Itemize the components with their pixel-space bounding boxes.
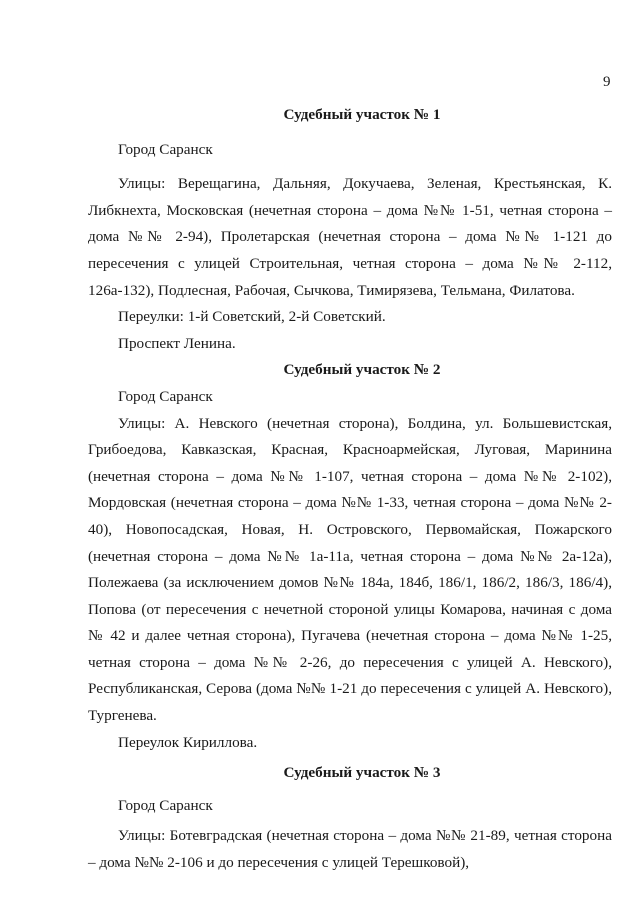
section-2-city: Город Саранск	[118, 387, 213, 405]
section-heading-3: Судебный участок № 3	[283, 764, 441, 782]
page-number: 9	[603, 74, 611, 90]
section-3-city: Город Саранск	[118, 796, 213, 814]
section-2-lane: Переулок Кириллова.	[118, 733, 258, 751]
document-body	[88, 102, 612, 877]
section-1-city: Город Саранск	[118, 140, 213, 158]
section-1-avenue: Проспект Ленина.	[118, 334, 236, 352]
section-heading-2: Судебный участок № 2	[283, 361, 441, 379]
section-1-streets: Улицы: Верещагина, Дальняя, Докучаева, Зеленая, Крестьянская, К. Либкнехта, Московская (нечетная сторона – дома №№ 1-51, четная сторона – дома №№ 2-94), Пролетарская (нечетная сторона – дома №№ 1-121 до пересечения с улицей Строительная, четная сторона – дома №№ 2-112, 126а-132), Подлесная, Рабочая, Сычкова, Тимирязева, Тельмана, Филатова.	[88, 175, 612, 299]
section-heading-1: Судебный участок № 1	[283, 106, 441, 123]
section-2-streets: Улицы: А. Невского (нечетная сторона), Болдина, ул. Большевистская, Грибоедова, Кавказская, Красная, Красноармейская, Луговая, Маринина (нечетная сторона – дома №№ 1-107, четная сторона – дома №№ 2-102), Мордовская (нечетная сторона – дома №№ 1-33, четная сторона – дома №№ 2-40), Новопосадская, Новая, Н. Островского, Первомайская, Пожарского (нечетная сторона – дома №№ 1а-11а, четная сторона – дома №№ 2а-12а), Полежаева (за исключением домов №№ 184а, 184б, 186/1, 186/2, 186/3, 186/4), Попова (от пересечения с нечетной стороной улицы Комарова, начиная с дома № 42 и далее четная сторона), Пугачева (нечетная сторона – дома №№ 1-25, четная сторона – дома №№ 2-26, до пересечения с улицей А. Невского), Республиканская, Серова (дома №№ 1-21 до пересечения с улицей А. Невского), Тургенева.	[88, 414, 612, 725]
section-1-lanes: Переулки: 1-й Советский, 2-й Советский.	[118, 308, 386, 326]
section-3-streets: Улицы: Ботевградская (нечетная сторона – дома №№ 21-89, четная сторона – дома №№ 2-106 и до пересечения с улицей Терешковой),	[88, 827, 612, 872]
